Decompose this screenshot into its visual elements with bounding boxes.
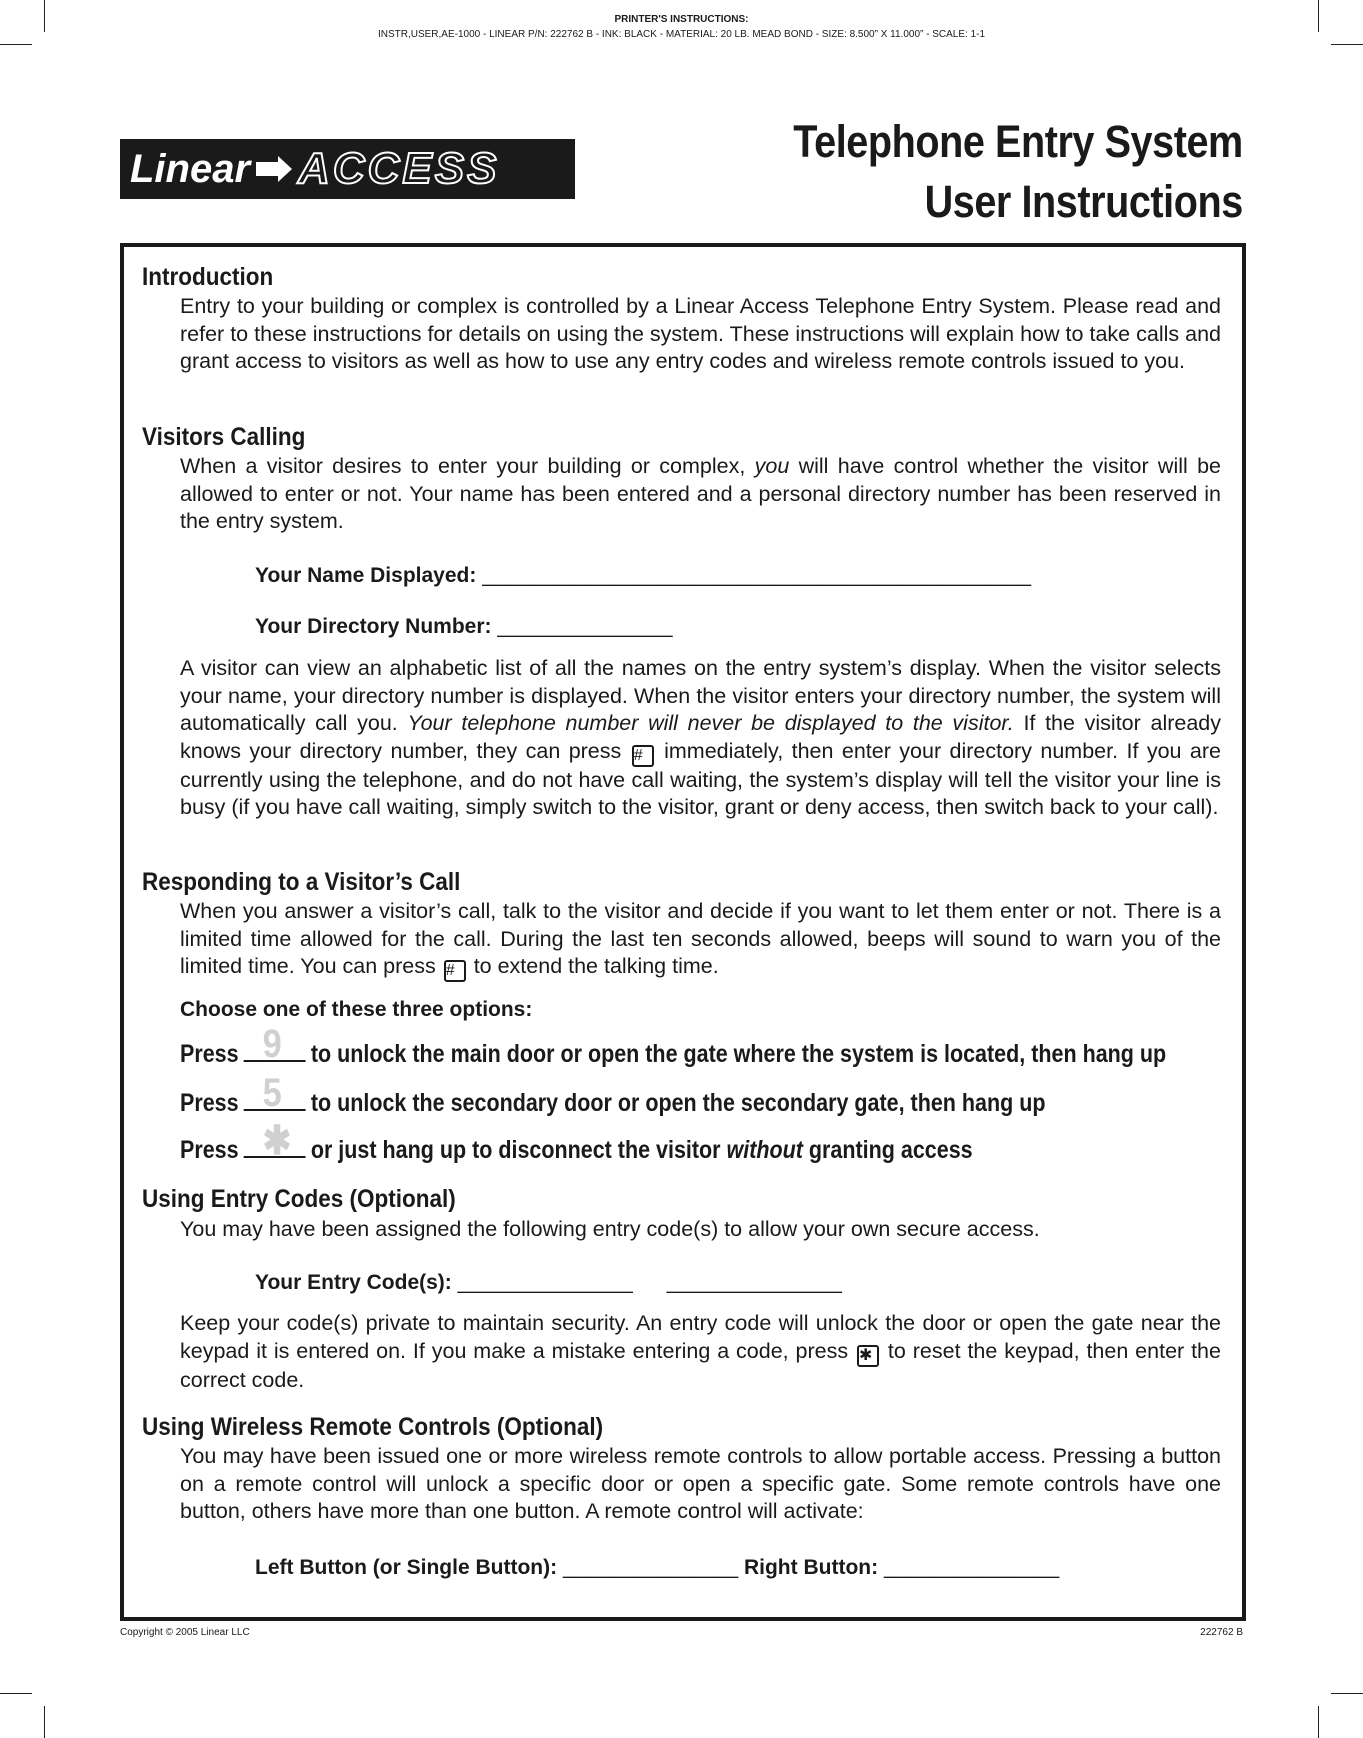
entry-code-line-1: _______________ [457, 1271, 633, 1294]
name-displayed-label: Your Name Displayed: [255, 564, 477, 587]
part-number: 222762 B [1200, 1627, 1243, 1638]
section-heading-visitors-calling: Visitors Calling [142, 423, 306, 451]
remotes-paragraph: You may have been issued one or more wireless remote controls to allow portable access. Pressing a button on a remote control will unlock a specific door or open a specific gate. Some remote controls have one button, others have more than one button. A remote control will activate: [180, 1444, 1221, 1523]
directory-number-line: _______________ [497, 615, 673, 638]
printer-heading: PRINTER'S INSTRUCTIONS: [614, 14, 749, 25]
visitors-paragraph-2: A visitor can view an alphabetic list of all the names on the entry system’s display. When the visitor selects your name, your directory number is displayed. When the visitor enters your directory number, the system will automatically call you. Your telephone number will never be displayed to the visitor. If the visitor already knows your directory number, they can press # immediately, then enter your directory number. If you are currently using the telephone, and do not have call waiting, the system’s display will tell the visitor your line is busy (if you have call waiting, simply switch to the visitor, grant or deny access, then switch back to your call). [180, 656, 1221, 819]
printer-details: INSTR,USER,AE-1000 - LINEAR P/N: 222762 B - INK: BLACK - MATERIAL: 20 LB. MEAD BOND - SIZE: 8.500” X 11.000” - SCALE: 1-1 [377, 29, 986, 40]
logo-word-access: ACCESS [298, 144, 500, 193]
section-heading-entry-codes: Using Entry Codes (Optional) [142, 1185, 456, 1213]
right-button-line: _______________ [883, 1556, 1060, 1579]
printer-instructions [0, 12, 1363, 42]
pound-key-icon: # [444, 960, 466, 982]
intro-paragraph: Entry to your building or complex is controlled by a Linear Access Telephone Entry System. Please read and refer to these instructions for details on using the system. These instructions will explain how to take calls and grant access to visitors as well as how to use any entry codes and wireless remote controls issued to you. [180, 294, 1221, 373]
key-star-glyph: ✱ [262, 1119, 292, 1163]
crop-mark [1331, 1693, 1363, 1694]
crop-mark [44, 1706, 45, 1738]
option-row: Press 5 to unlock the secondary door or open the secondary gate, then hang up [180, 1071, 1046, 1117]
star-key-icon: ✱ [857, 1345, 879, 1367]
left-button-label: Left Button (or Single Button): [255, 1556, 558, 1579]
page-title [793, 112, 1243, 232]
key-9-glyph: 9 [262, 1022, 282, 1066]
crop-mark [1331, 44, 1363, 45]
entry-codes-field [255, 1271, 842, 1295]
section-heading-introduction: Introduction [142, 263, 274, 291]
remote-buttons-field [255, 1556, 1059, 1580]
entry-code-line-2: _______________ [666, 1271, 842, 1294]
name-displayed-field [255, 564, 1031, 588]
directory-number-field [255, 615, 673, 639]
directory-number-label: Your Directory Number: [255, 615, 492, 638]
option-row: Press ✱ or just hang up to disconnect the visitor without granting access [180, 1119, 973, 1164]
crop-mark [0, 1693, 32, 1694]
left-button-line: _______________ [562, 1556, 739, 1579]
key-5-glyph: 5 [262, 1071, 282, 1115]
copyright: Copyright © 2005 Linear LLC [120, 1627, 250, 1638]
codes-paragraph: You may have been assigned the following entry code(s) to allow your own secure access. [180, 1217, 1040, 1241]
logo-word-linear: Linear [130, 146, 251, 191]
option-row: Press 9 to unlock the main door or open the gate where the system is located, then hang up [180, 1022, 1167, 1068]
title-line-2: User Instructions [924, 176, 1243, 227]
choose-options-label: Choose one of these three options: [180, 998, 533, 1021]
visitors-paragraph: When a visitor desires to enter your building or complex, you will have control whether the visitor will be allowed to enter or not. Your name has been entered and a personal directory number has been reserved in the entry system. [180, 454, 1221, 533]
responding-paragraph: When you answer a visitor’s call, talk to the visitor and decide if you want to let them enter or not. There is a limited time allowed for the call. During the last ten seconds allowed, beeps will sound to warn you of the limited time. You can press # to extend the talking time. [180, 898, 1221, 982]
entry-codes-label: Your Entry Code(s): [255, 1271, 452, 1294]
name-displayed-line: _______________________________________________ [482, 564, 1032, 587]
section-heading-remotes: Using Wireless Remote Controls (Optional) [142, 1413, 604, 1441]
crop-mark [1318, 1706, 1319, 1738]
right-button-label: Right Button: [743, 1556, 879, 1579]
section-heading-responding: Responding to a Visitor’s Call [142, 868, 461, 896]
crop-mark [0, 44, 32, 45]
pound-key-icon: # [632, 745, 654, 767]
title-line-1: Telephone Entry System [793, 116, 1243, 167]
arrow-icon [254, 154, 294, 184]
linear-access-logo [120, 139, 575, 199]
codes-paragraph-2: Keep your code(s) private to maintain security. An entry code will unlock the door or open the gate near the keypad it is entered on. If you make a mistake entering a code, press ✱ to reset the keypad, then enter the correct code. [180, 1311, 1221, 1392]
